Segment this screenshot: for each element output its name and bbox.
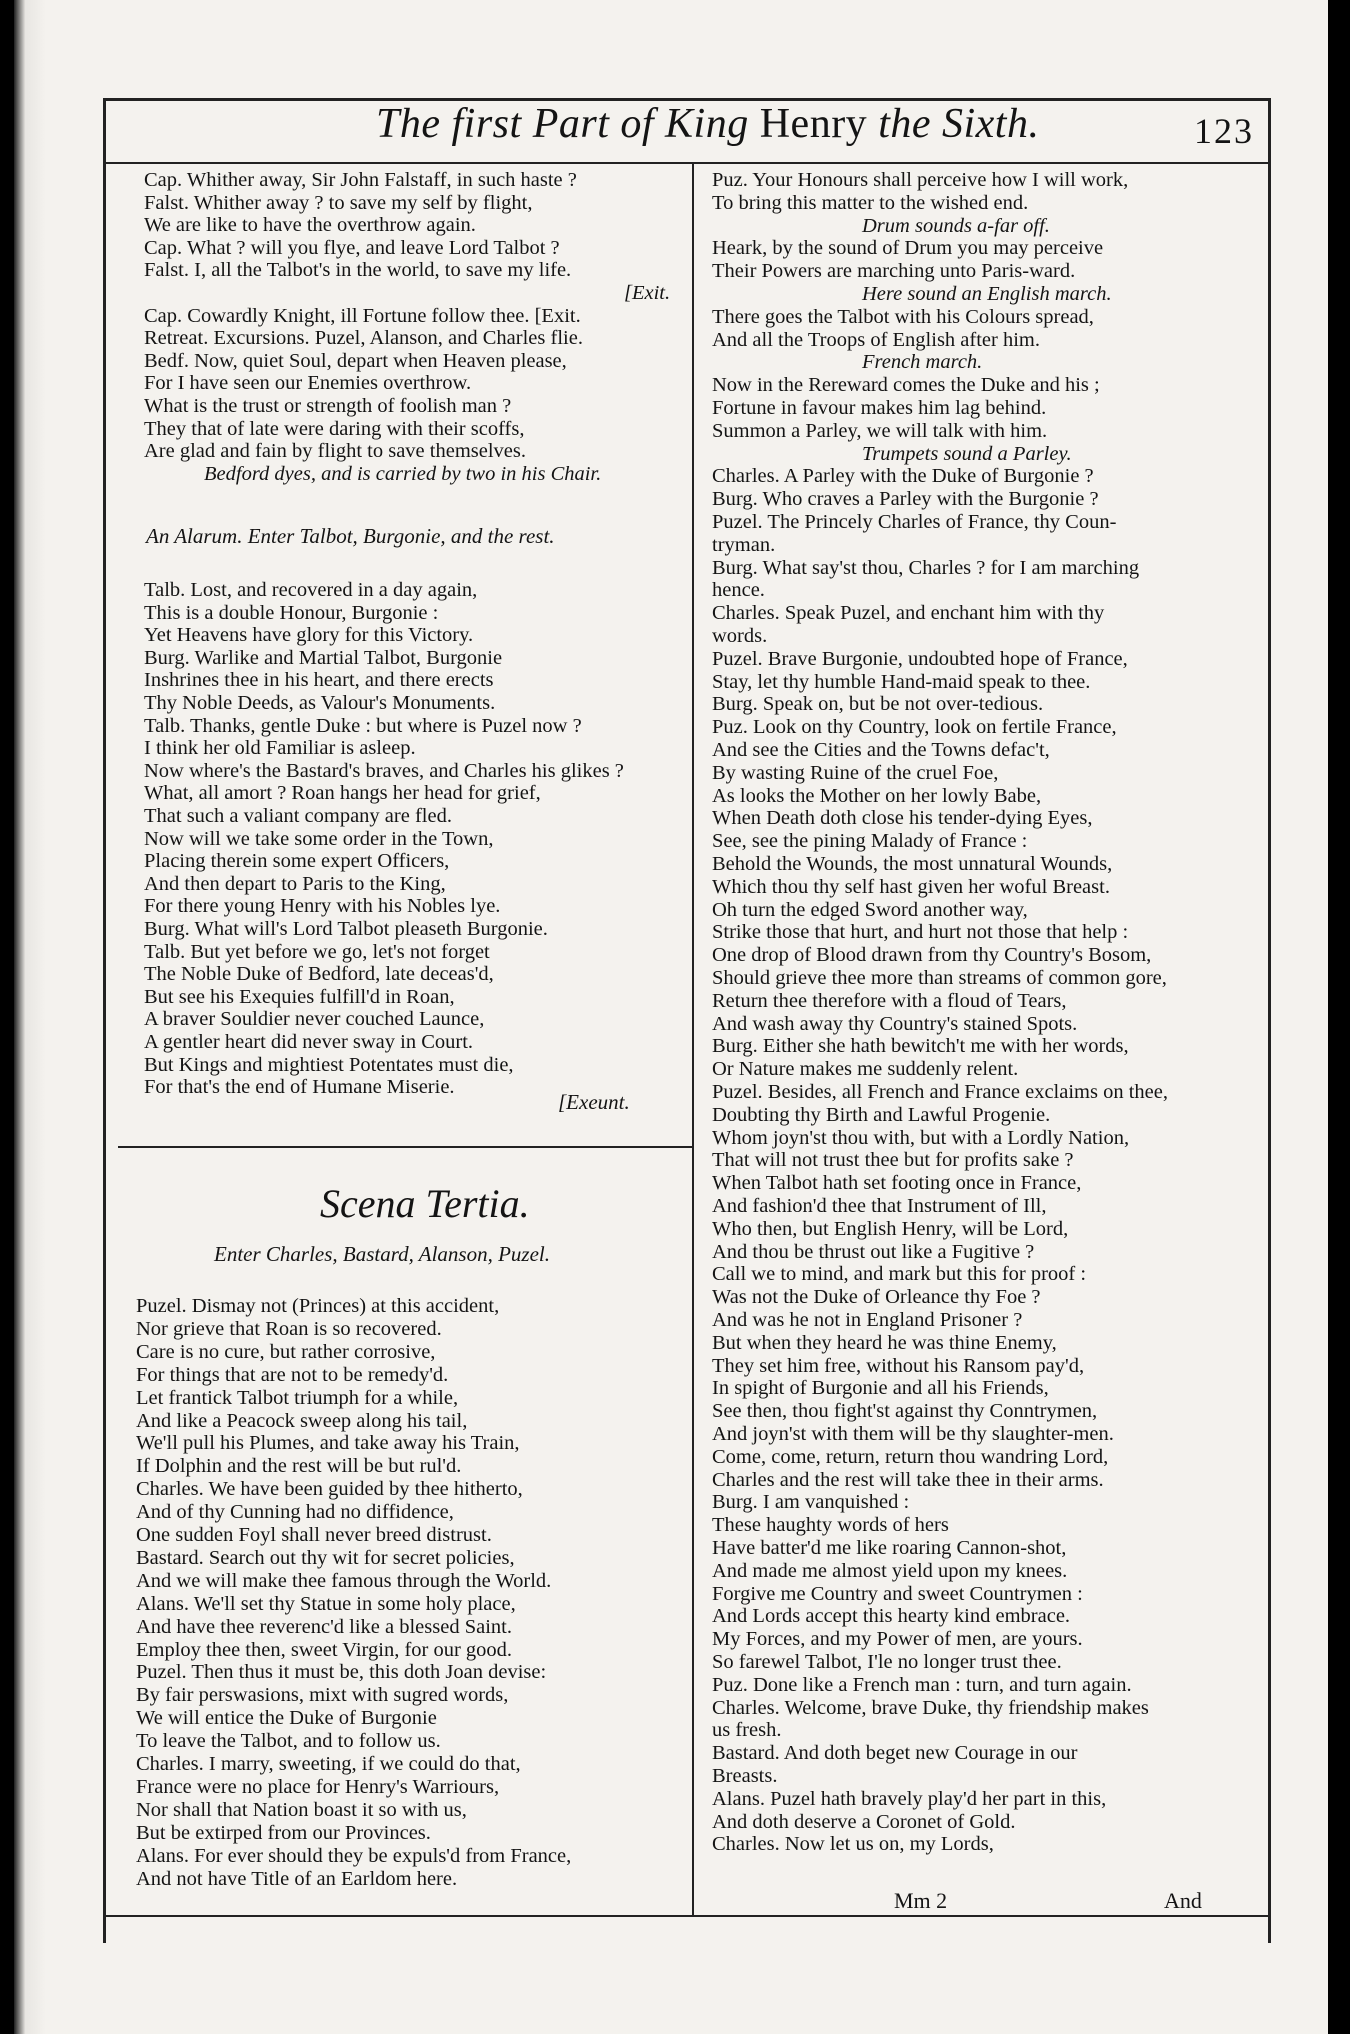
verse-line: Puzel. Besides, all French and France exclaims on thee, <box>712 1081 1168 1103</box>
verse-line: Or Nature makes me suddenly relent. <box>712 1058 1019 1081</box>
verse-line: And joyn'st with them will be thy slaughter-men. <box>712 1423 1114 1445</box>
verse-line: Who then, but English Henry, will be Lord, <box>712 1217 1069 1240</box>
verse-line: The Noble Duke of Bedford, late deceas'd, <box>144 963 494 986</box>
right-border <box>1268 98 1271 1943</box>
verse-line: Placing therein some expert Officers, <box>144 850 450 873</box>
verse-line: Nor shall that Nation boast it so with us, <box>136 1798 467 1821</box>
verse-line: Burg. Warlike and Martial Talbot, Burgonie <box>144 646 503 669</box>
verse-line: But be extirped from our Provinces. <box>136 1821 431 1844</box>
verse-line: When Death doth close his tender-dying Eyes, <box>712 807 1093 830</box>
verse-line: By fair perswasions, mixt with sugred words, <box>136 1684 509 1707</box>
book-page <box>46 0 1328 2034</box>
verse-line: Strike those that hurt, and hurt not those that help : <box>712 921 1129 944</box>
verse-line: A braver Souldier never couched Launce, <box>144 1008 485 1031</box>
verse-line: And thou be thrust out like a Fugitive ? <box>712 1240 1035 1263</box>
verse-line: French march. <box>862 351 983 374</box>
verse-line: Doubting thy Birth and Lawful Progenie. <box>712 1103 1051 1126</box>
verse-line: To bring this matter to the wished end. <box>712 191 1029 214</box>
verse-line: But when they heard he was thine Enemy, <box>712 1331 1057 1354</box>
verse-line: My Forces, and my Power of men, are yours. <box>712 1628 1083 1651</box>
left-column-bottom <box>94 1294 694 1914</box>
verse-line: That will not trust thee but for profits sake ? <box>712 1149 1074 1172</box>
verse-line: And then depart to Paris to the King, <box>144 872 446 895</box>
verse-line: Yet Heavens have glory for this Victory. <box>144 624 474 647</box>
bottom-rule <box>103 1915 1271 1917</box>
verse-line: Return thee therefore with a floud of Tears, <box>712 989 1067 1012</box>
verse-line: They that of late were daring with their scoffs, <box>144 417 525 440</box>
exeunt-direction: [Exeunt. <box>558 1090 630 1114</box>
scene-title: Scena Tertia. <box>320 1181 530 1226</box>
verse-line: Bastard. And doth beget new Courage in our <box>712 1742 1078 1765</box>
verse-line: What is the trust or strength of foolish man ? <box>144 395 512 417</box>
verse-line: Was not the Duke of Orleance thy Foe ? <box>712 1286 1041 1309</box>
verse-line: Breasts. <box>712 1765 778 1787</box>
verse-line: Retreat. Excursions. Puzel, Alanson, and Charles flie. <box>144 327 583 350</box>
verse-line: That such a valiant company are fled. <box>144 805 452 827</box>
verse-line: Charles. A Parley with the Duke of Burgonie ? <box>712 465 1094 488</box>
verse-line: And wash away thy Country's stained Spots. <box>712 1012 1078 1035</box>
verse-line: Burg. What will's Lord Talbot pleaseth Burgonie. <box>144 918 548 940</box>
verse-line: And fashion'd thee that Instrument of Ill, <box>712 1195 1047 1217</box>
verse-line: But see his Exequies fulfill'd in Roan, <box>144 985 455 1008</box>
verse-line: Cap. What ? will you flye, and leave Lord Talbot ? <box>144 236 560 259</box>
verse-line: Now in the Rereward comes the Duke and his ; <box>712 374 1100 397</box>
verse-line: [Exit. <box>624 282 671 304</box>
verse-line: Oh turn the edged Sword another way, <box>712 898 1028 921</box>
verse-line: What, all amort ? Roan hangs her head for grief, <box>144 782 541 805</box>
verse-line: Burg. I am vanquished : <box>712 1491 910 1514</box>
verse-line: Cap. Whither away, Sir John Falstaff, in such haste ? <box>144 169 577 191</box>
scene-entry: Enter Charles, Bastard, Alanson, Puzel. <box>214 1242 550 1266</box>
verse-line: This is a double Honour, Burgonie : <box>144 601 439 624</box>
verse-line: Burg. Either she hath bewitch't me with her words, <box>712 1035 1129 1058</box>
verse-line: When Talbot hath set footing once in France, <box>712 1172 1082 1195</box>
verse-line: Care is no cure, but rather corrosive, <box>136 1340 436 1363</box>
verse-line: And have thee reverenc'd like a blessed Saint. <box>136 1615 512 1638</box>
verse-line: These haughty words of hers <box>712 1514 949 1537</box>
verse-line: Charles and the rest will take thee in their arms. <box>712 1468 1104 1491</box>
running-header <box>106 96 1266 166</box>
top-rule <box>103 98 1271 101</box>
verse-line: And like a Peacock sweep along his tail, <box>136 1409 468 1432</box>
title-part-a: The first Part of King <box>376 101 749 147</box>
running-title <box>376 100 1039 148</box>
verse-line: Forgive me Country and sweet Countrymen : <box>712 1582 1083 1605</box>
verse-line: Call we to mind, and mark but this for proof : <box>712 1263 1087 1286</box>
verse-line: We'll pull his Plumes, and take away his Train, <box>136 1432 520 1455</box>
verse-line: And of thy Cunning had no diffidence, <box>136 1501 454 1524</box>
verse-line: One drop of Blood drawn from thy Country's Bosom, <box>712 944 1152 967</box>
verse-line: Puzel. Brave Burgonie, undoubted hope of France, <box>712 647 1128 670</box>
verse-line: Alans. Puzel hath bravely play'd her part in this, <box>712 1787 1107 1810</box>
title-part-b: Henry <box>759 101 868 147</box>
verse-line: Summon a Parley, we will talk with him. <box>712 419 1048 442</box>
page-number: 123 <box>1194 111 1254 151</box>
verse-line: Burg. What say'st thou, Charles ? for I am marching <box>712 556 1140 579</box>
verse-line: Puz. Your Honours shall perceive how I will work, <box>712 169 1129 191</box>
verse-line: Inshrines thee in his heart, and there erects <box>144 669 494 692</box>
verse-line: Whom joyn'st thou with, but with a Lordly Nation, <box>712 1126 1130 1149</box>
verse-line: Charles. Welcome, brave Duke, thy friendship makes <box>712 1696 1149 1719</box>
verse-line: Puzel. The Princely Charles of France, thy Coun- <box>712 511 1117 533</box>
verse-line: Puz. Done like a French man : turn, and turn again. <box>712 1673 1132 1696</box>
verse-line: Charles. Now let us on, my Lords, <box>712 1833 994 1856</box>
verse-line: Bastard. Search out thy wit for secret policies, <box>136 1546 515 1569</box>
verse-line: Puz. Look on thy Country, look on fertile France, <box>712 716 1117 739</box>
verse-line: Puzel. Dismay not (Princes) at this accident, <box>136 1295 500 1317</box>
header-rule <box>103 162 1271 164</box>
verse-line: Which thou thy self hast given her woful Breast. <box>712 875 1110 898</box>
verse-line: Stay, let thy humble Hand-maid speak to thee. <box>712 670 1091 693</box>
verse-line: Here sound an English march. <box>862 283 1112 305</box>
verse-line: Falst. Whither away ? to save my self by flight, <box>144 191 533 214</box>
stage-direction-alarum: An Alarum. Enter Talbot, Burgonie, and the rest. <box>146 524 555 548</box>
verse-line: Now where's the Bastard's braves, and Charles his glikes ? <box>144 759 624 782</box>
verse-line: See, see the pining Malady of France : <box>712 830 1028 853</box>
verse-line: Talb. Lost, and recovered in a day again, <box>144 579 478 601</box>
verse-line: And not have Title of an Earldom here. <box>136 1867 458 1890</box>
verse-line: Nor grieve that Roan is so recovered. <box>136 1317 442 1340</box>
left-column-top <box>94 168 694 498</box>
verse-line: For things that are not to be remedy'd. <box>136 1363 449 1386</box>
verse-line: Charles. Speak Puzel, and enchant him with thy <box>712 602 1105 625</box>
verse-line: Drum sounds a-far off. <box>862 214 1050 237</box>
verse-line: If Dolphin and the rest will be but rul'd. <box>136 1455 462 1478</box>
verse-line: They set him free, without his Ransom pay'd, <box>712 1354 1085 1377</box>
verse-line: Alans. We'll set thy Statue in some holy place, <box>136 1592 516 1615</box>
verse-line: And we will make thee famous through the World. <box>136 1569 552 1592</box>
signature-mark: Mm 2 <box>894 1888 948 1913</box>
catchword: And <box>1164 1888 1202 1913</box>
verse-line: Let frantick Talbot triumph for a while, <box>136 1386 459 1409</box>
verse-line: Come, come, return, return thou wandring Lord, <box>712 1445 1109 1468</box>
verse-line: Burg. Who craves a Parley with the Burgonie ? <box>712 488 1099 511</box>
verse-line: There goes the Talbot with his Colours spread, <box>712 305 1094 328</box>
verse-line: Fortune in favour makes him lag behind. <box>712 397 1047 419</box>
verse-line: For that's the end of Humane Miserie. <box>144 1076 455 1099</box>
verse-line: So farewel Talbot, I'le no longer trust thee. <box>712 1651 1062 1673</box>
verse-line: Puzel. Then thus it must be, this doth Joan devise: <box>136 1661 547 1684</box>
verse-line: Alans. For ever should they be expuls'd from France, <box>136 1844 572 1867</box>
scene-rule <box>118 1146 692 1148</box>
verse-line: See then, thou fight'st against thy Conntrymen, <box>712 1400 1098 1423</box>
verse-line: Charles. I marry, sweeting, if we could do that, <box>136 1753 521 1775</box>
verse-line: Bedf. Now, quiet Soul, depart when Heaven please, <box>144 349 567 372</box>
verse-line: And was he not in England Prisoner ? <box>712 1309 1023 1331</box>
verse-line: hence. <box>712 579 765 602</box>
verse-line: tryman. <box>712 533 776 556</box>
verse-line: We are like to have the overthrow again. <box>144 214 476 237</box>
verse-line: Cap. Cowardly Knight, ill Fortune follow thee. [Exit. <box>144 304 581 327</box>
verse-line: And Lords accept this hearty kind embrace. <box>712 1605 1071 1628</box>
verse-line: And doth deserve a Coronet of Gold. <box>712 1810 1016 1833</box>
verse-line: As looks the Mother on her lowly Babe, <box>712 784 1042 807</box>
verse-line: Heark, by the sound of Drum you may perceive <box>712 237 1104 260</box>
book-spine <box>0 0 46 2034</box>
right-column <box>662 168 1262 1900</box>
spine-shadow <box>0 0 14 2034</box>
verse-line: Talb. Thanks, gentle Duke : but where is Puzel now ? <box>144 714 582 737</box>
verse-line: But Kings and mightiest Potentates must die, <box>144 1053 514 1076</box>
left-column-mid <box>94 578 694 1133</box>
verse-line: And all the Troops of English after him. <box>712 328 1040 351</box>
title-part-c: the Sixth. <box>878 101 1040 147</box>
verse-line: I think her old Familiar is asleep. <box>144 737 416 760</box>
verse-line: France were no place for Henry's Warriours, <box>136 1775 500 1798</box>
verse-line: For there young Henry with his Nobles lye. <box>144 895 501 918</box>
verse-line: A gentler heart did never sway in Court. <box>144 1031 474 1053</box>
verse-line: One sudden Foyl shall never breed distrust. <box>136 1524 492 1546</box>
verse-line: Have batter'd me like roaring Cannon-shot, <box>712 1537 1067 1559</box>
verse-line: Falst. I, all the Talbot's in the world, to save my life. <box>144 259 572 282</box>
verse-line: Behold the Wounds, the most unnatural Wounds, <box>712 853 1113 875</box>
verse-line: Thy Noble Deeds, as Valour's Monuments. <box>144 692 496 714</box>
verse-line: For I have seen our Enemies overthrow. <box>144 372 472 395</box>
verse-line: By wasting Ruine of the cruel Foe, <box>712 761 999 784</box>
verse-line: words. <box>712 625 768 647</box>
verse-line: Charles. We have been guided by thee hitherto, <box>136 1478 523 1501</box>
verse-line: Are glad and fain by flight to save themselves. <box>144 440 526 463</box>
verse-line: Their Powers are marching unto Paris-ward. <box>712 260 1076 283</box>
verse-line: In spight of Burgonie and all his Friends, <box>712 1377 1049 1400</box>
verse-line: Employ thee then, sweet Virgin, for our good. <box>136 1638 513 1661</box>
verse-line: Talb. But yet before we go, let's not forget <box>144 940 490 963</box>
verse-line: And made me almost yield upon my knees. <box>712 1559 1068 1582</box>
verse-line: us fresh. <box>712 1719 782 1742</box>
verse-line: Now will we take some order in the Town, <box>144 827 494 850</box>
verse-line: We will entice the Duke of Burgonie <box>136 1707 437 1730</box>
verse-line: To leave the Talbot, and to follow us. <box>136 1730 441 1753</box>
verse-line: Should grieve thee more than streams of common gore, <box>712 967 1167 989</box>
verse-line: And see the Cities and the Towns defac't, <box>712 739 1050 761</box>
verse-line: Trumpets sound a Parley. <box>862 442 1072 465</box>
verse-line: Burg. Speak on, but be not over-tedious. <box>712 693 1044 716</box>
verse-line: Bedford dyes, and is carried by two in his Chair. <box>204 462 602 485</box>
